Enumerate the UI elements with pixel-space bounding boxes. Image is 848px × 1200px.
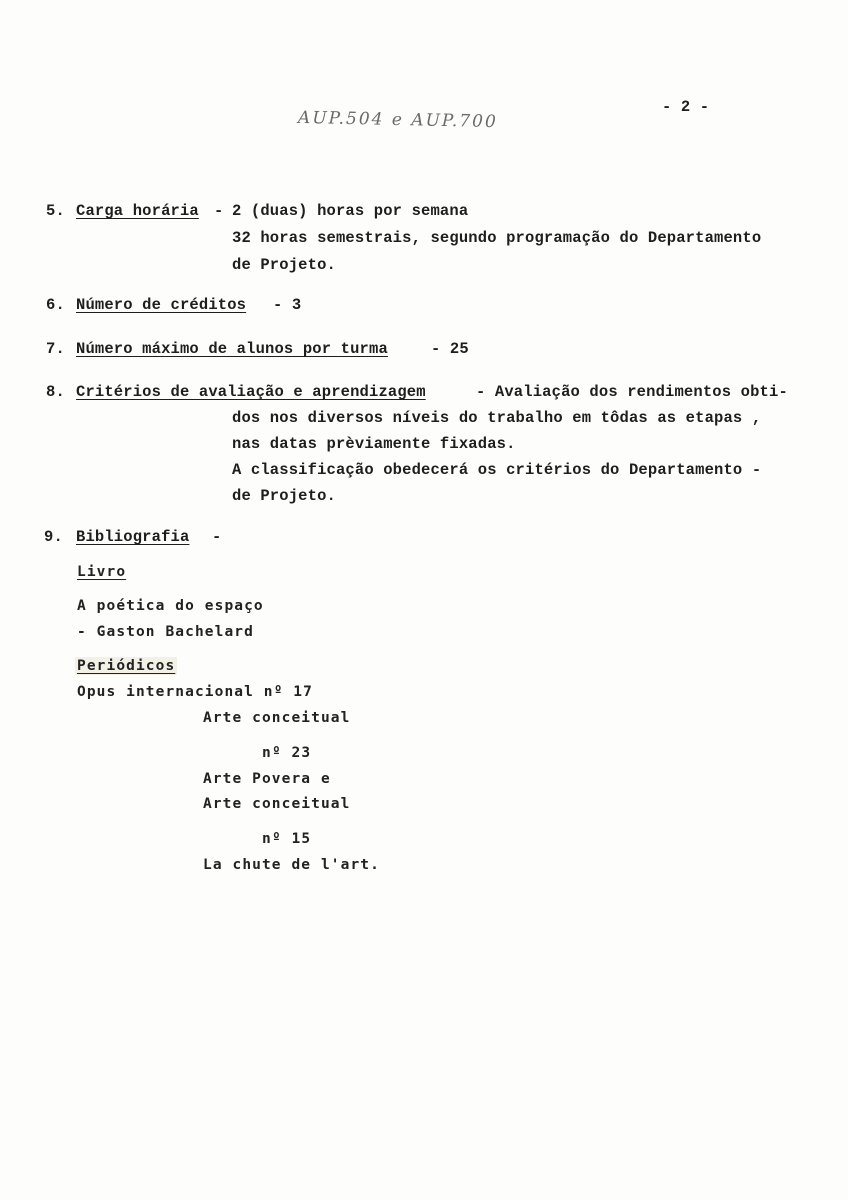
livro-heading: Livro	[77, 564, 127, 580]
section-8-title: Critérios de avaliação e aprendizagem	[76, 383, 426, 401]
section-8-line-2: nas datas prèviamente fixadas.	[232, 435, 516, 453]
periodical-entry: nº 15	[262, 831, 312, 847]
periodical-entry: Arte Povera e	[203, 771, 331, 787]
section-5-dash: -	[214, 202, 224, 220]
section-7-number: 7.	[46, 340, 65, 358]
section-5-line-2: 32 horas semestrais, segundo programação do Departamento	[232, 229, 762, 247]
section-8-line-4: de Projeto.	[232, 487, 336, 505]
section-7-value: - 25	[431, 340, 469, 358]
section-8-line-3: A classificação obedecerá os critérios do Departamento -	[232, 461, 762, 479]
section-8-number: 8.	[46, 383, 65, 401]
section-5-line-3: de Projeto.	[232, 256, 336, 274]
page-number: - 2 -	[662, 98, 710, 116]
handwritten-annotation: AUP.504 e AUP.700	[297, 107, 498, 133]
periodicos-heading: Periódicos	[77, 658, 176, 674]
section-5-line-1: 2 (duas) horas por semana	[232, 202, 469, 220]
section-9-title: Bibliografia	[76, 528, 190, 546]
livro-line-1: A poética do espaço	[77, 598, 264, 614]
section-9-number: 9.	[44, 528, 63, 546]
opus-line: Opus internacional nº 17	[77, 684, 313, 700]
livro-line-2: - Gaston Bachelard	[77, 624, 254, 640]
section-6-number: 6.	[46, 296, 65, 314]
periodical-entry: La chute de l'art.	[203, 857, 380, 873]
periodical-entry: Arte conceitual	[203, 796, 351, 812]
section-8-first-line-rest: - Avaliação dos rendimentos obti-	[476, 383, 788, 401]
section-7-title: Número máximo de alunos por turma	[76, 340, 388, 358]
section-9-dash: -	[212, 528, 222, 546]
section-8-line-1: dos nos diversos níveis do trabalho em tôdas as etapas ,	[232, 409, 762, 427]
section-5-number: 5.	[46, 202, 65, 220]
section-5-title: Carga horária	[76, 202, 199, 220]
section-6-value: - 3	[273, 296, 302, 314]
periodical-entry: Arte conceitual	[203, 710, 351, 726]
periodical-entry: nº 23	[262, 745, 312, 761]
section-6-title: Número de créditos	[76, 296, 247, 314]
